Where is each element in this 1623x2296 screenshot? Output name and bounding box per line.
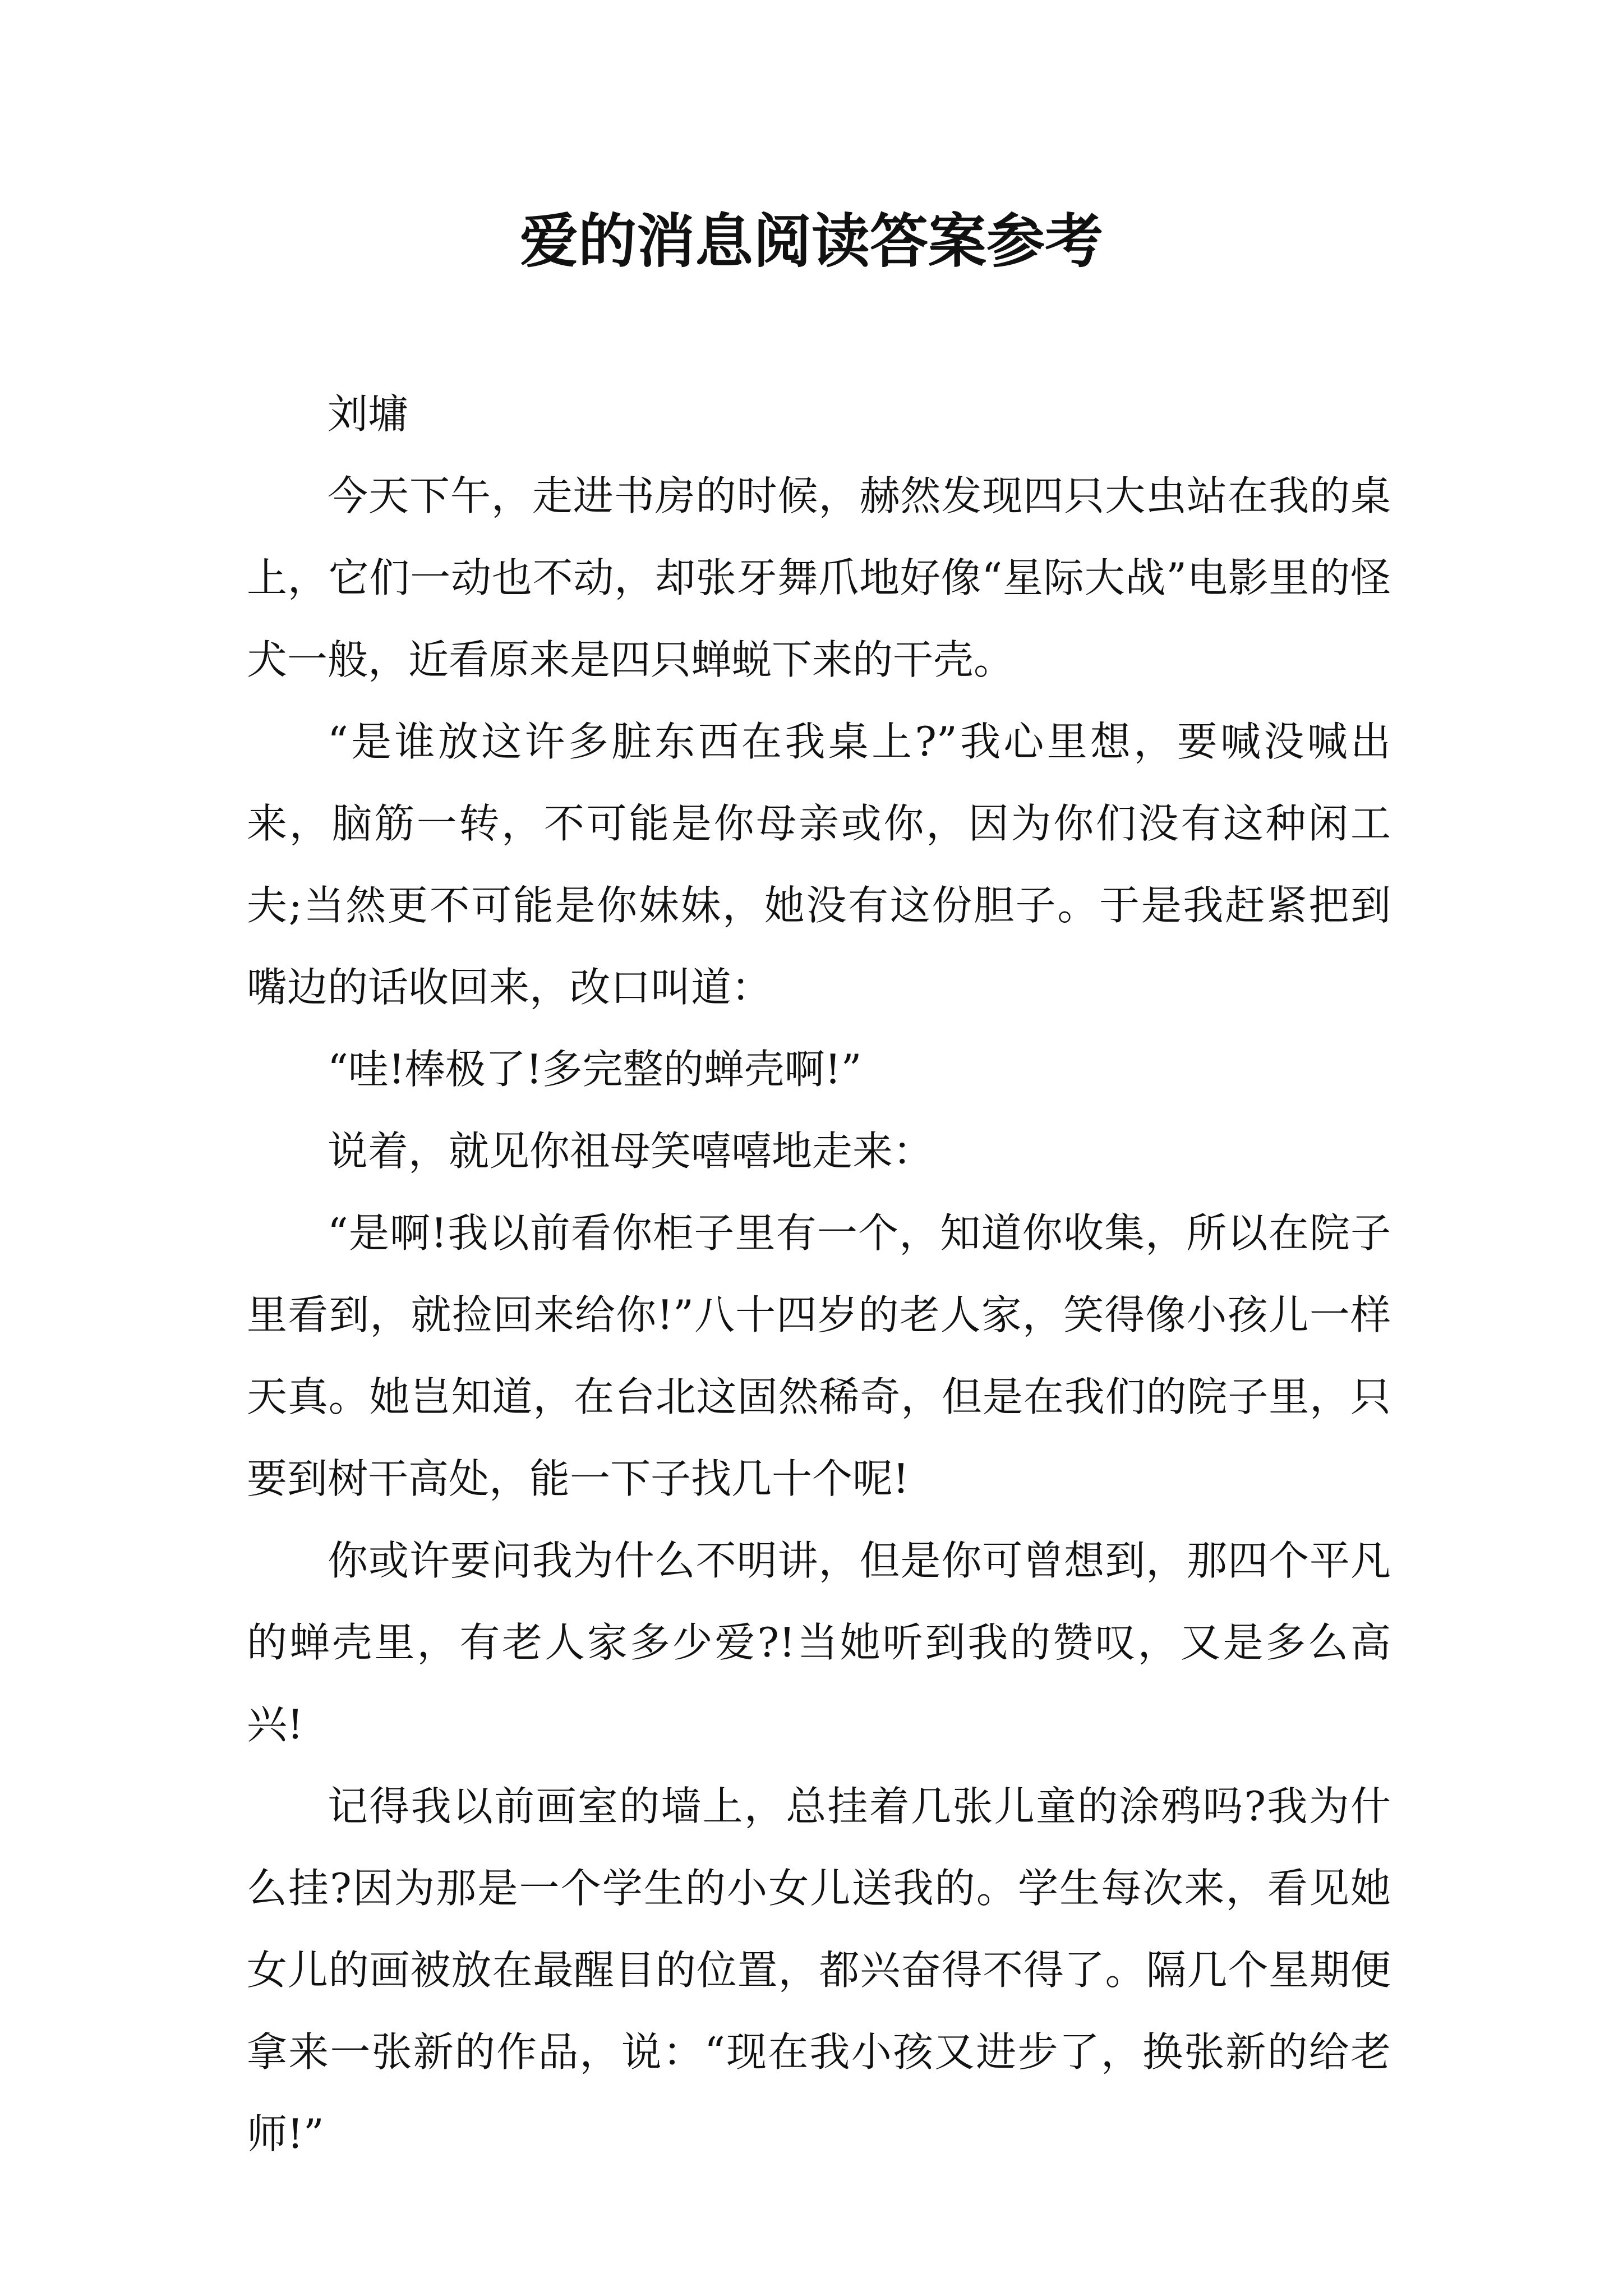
document-title: 爱的消息阅读答案参考 [519, 206, 1103, 275]
paragraph: “是啊!我以前看你柜子里有一个，知道你收集，所以在院子里看到，就捡回来给你!”八十四岁的老人家，笑得像小孩儿一样天真。她岂知道，在台北这固然稀奇，但是在我们的院子里，只要到树干高处，能一下子找几十个呢! [247, 1209, 1391, 1502]
author-line: 刘墉 [328, 390, 409, 438]
paragraph: “是谁放这许多脏东西在我桌上?”我心里想，要喊没喊出来，脑筋一转，不可能是你母亲或你，因为你们没有这种闲工夫;当然更不可能是你妹妹，她没有这份胆子。于是我赶紧把到嘴边的话收回来，改口叫道： [247, 718, 1391, 1011]
paragraph: “哇!棒极了!多完整的蝉壳啊!” [328, 1046, 862, 1093]
document-body [247, 373, 1391, 2175]
paragraph: 今天下午，走进书房的时候，赫然发现四只大虫站在我的桌上，它们一动也不动，却张牙舞爪地好像“星际大战”电影里的怪犬一般，近看原来是四只蝉蜕下来的干壳。 [247, 472, 1391, 683]
paragraph: 记得我以前画室的墙上，总挂着几张儿童的涂鸦吗?我为什么挂?因为那是一个学生的小女儿送我的。学生每次来，看见她女儿的画被放在最醒目的位置，都兴奋得不得了。隔几个星期便拿来一张新的作品，说：“现在我小孩又进步了，换张新的给老师!” [247, 1783, 1391, 2157]
paragraph: 说着，就见你祖母笑嘻嘻地走来： [328, 1128, 934, 1175]
paragraph: 你或许要问我为什么不明讲，但是你可曾想到，那四个平凡的蝉壳里，有老人家多少爱?!当她听到我的赞叹，又是多么高兴! [247, 1537, 1391, 1748]
